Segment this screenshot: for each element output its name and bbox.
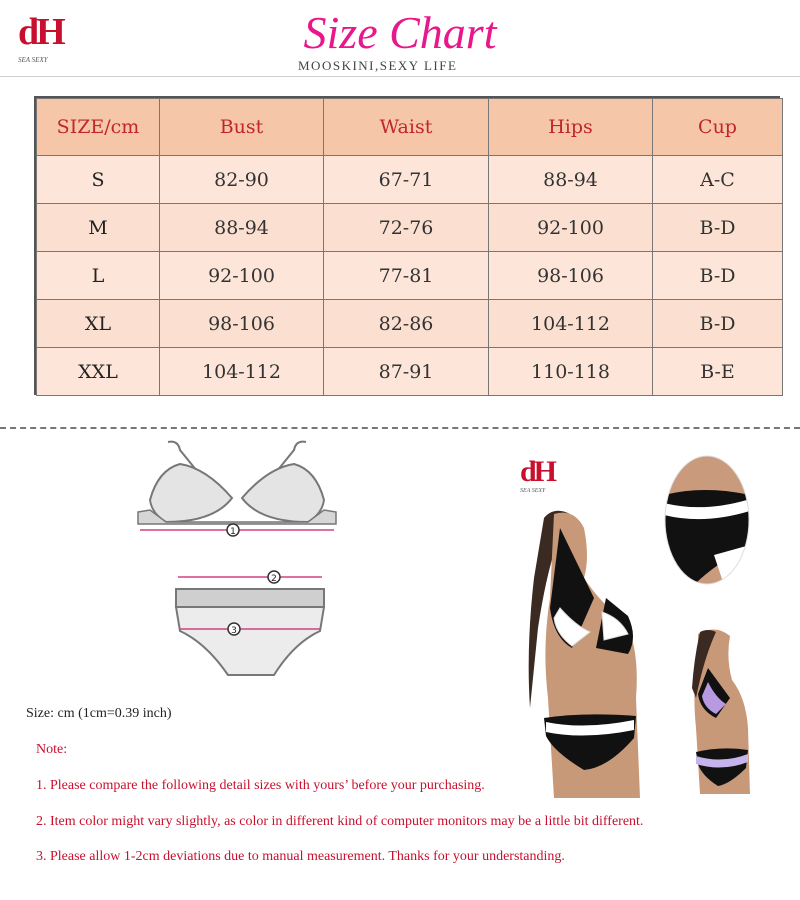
bust-cell: 88-94 <box>160 204 324 252</box>
bra-cup-left <box>150 464 232 522</box>
bust-cell: 98-106 <box>160 300 324 348</box>
brief-marker-waist-label: 2 <box>271 574 277 584</box>
header-bust: Bust <box>160 99 324 156</box>
hips-cell: 88-94 <box>489 156 653 204</box>
waist-cell: 72-76 <box>324 204 489 252</box>
bust-cell: 104-112 <box>160 348 324 396</box>
cup-cell: B-D <box>653 300 783 348</box>
table-row <box>37 252 783 300</box>
size-cell: S <box>37 156 160 204</box>
photo-logo-tagline: SEA SEXY <box>520 488 546 494</box>
header-divider <box>0 76 800 77</box>
photo-logo-mark: dH <box>520 455 555 488</box>
section-divider <box>0 427 800 429</box>
page-subtitle: MOOSKINI,SEXY LIFE <box>298 58 458 73</box>
size-cell: M <box>37 204 160 252</box>
waist-cell: 77-81 <box>324 252 489 300</box>
cup-cell: B-D <box>653 204 783 252</box>
detail-photo-oval <box>664 455 750 585</box>
table-row <box>37 204 783 252</box>
cup-cell: B-D <box>653 252 783 300</box>
waist-cell: 87-91 <box>324 348 489 396</box>
waist-cell: 82-86 <box>324 300 489 348</box>
note-item: 1. Please compare the following detail sizes with yours’ before your purchasing. <box>36 778 485 793</box>
model-photo-main <box>524 508 670 798</box>
bra-cup-right <box>242 464 324 522</box>
hips-cell: 92-100 <box>489 204 653 252</box>
brief-body <box>176 607 324 675</box>
logo-tagline: SEA SEXY <box>18 56 48 64</box>
bra-marker-label: 1 <box>230 527 236 537</box>
bust-cell: 82-90 <box>160 156 324 204</box>
note-item: 2. Item color might vary slightly, as color in different kind of computer monitors may be a little bit different. <box>36 814 644 829</box>
hips-cell: 110-118 <box>489 348 653 396</box>
header-cup: Cup <box>653 99 783 156</box>
waist-cell: 67-71 <box>324 156 489 204</box>
table-header-row <box>37 99 783 156</box>
note-label: Note: <box>36 742 68 757</box>
header-size: SIZE/cm <box>37 99 160 156</box>
table-row <box>37 348 783 396</box>
photo-brand-logo <box>520 456 560 502</box>
table-row <box>37 300 783 348</box>
cup-cell: A-C <box>653 156 783 204</box>
brief-measure-diagram <box>170 567 330 685</box>
note-item: 3. Please allow 1-2cm deviations due to manual measurement. Thanks for your understanding. <box>36 849 565 864</box>
header-hips: Hips <box>489 99 653 156</box>
bust-cell: 92-100 <box>160 252 324 300</box>
bra-measure-diagram <box>136 440 338 540</box>
cup-cell: B-E <box>653 348 783 396</box>
brief-waistband <box>176 589 324 607</box>
hips-cell: 104-112 <box>489 300 653 348</box>
page-title: Size Chart <box>303 7 497 58</box>
size-unit-note: Size: cm (1cm=0.39 inch) <box>26 706 172 721</box>
size-cell: XXL <box>37 348 160 396</box>
header-waist: Waist <box>324 99 489 156</box>
size-cell: L <box>37 252 160 300</box>
logo-mark: dH <box>18 11 63 53</box>
size-chart-table <box>34 96 780 395</box>
brief-marker-hip-label: 3 <box>231 626 237 636</box>
model-photo-variant <box>686 628 766 794</box>
size-cell: XL <box>37 300 160 348</box>
table-row <box>37 156 783 204</box>
hips-cell: 98-106 <box>489 252 653 300</box>
